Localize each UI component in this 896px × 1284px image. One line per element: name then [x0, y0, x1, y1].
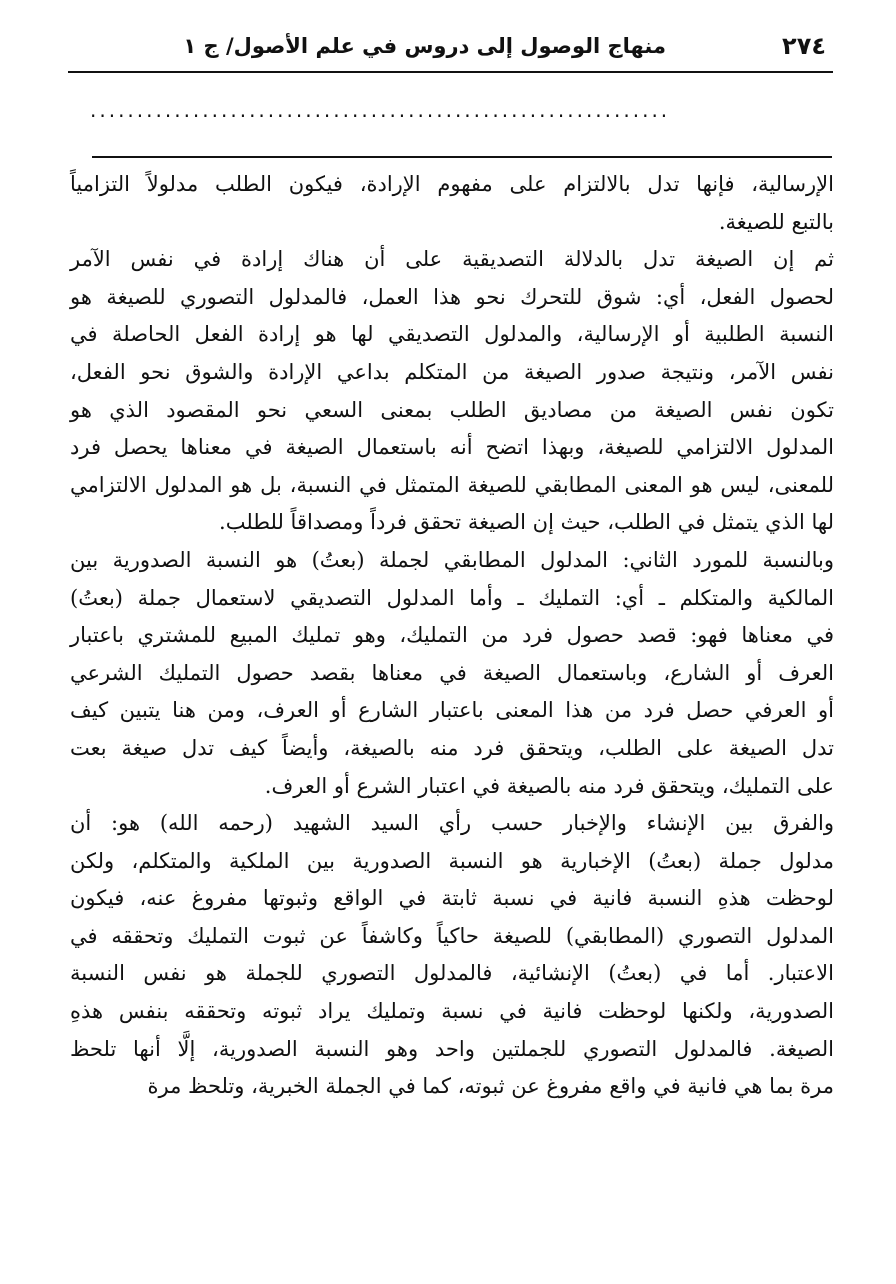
paragraph	[70, 241, 834, 542]
body-text	[70, 166, 834, 1106]
text-line: مرة بما هي فانية في واقع مفروغ عن ثبوته، كما في الجملة الخبرية، وتلحظ مرة	[147, 1074, 834, 1099]
header-rule	[68, 71, 833, 73]
text-line: الصيغة. فالمدلول التصوري للجملتين واحد وهو النسبة الصدورية، إلَّا أنها تلحظ	[70, 1036, 834, 1061]
text-line: لها الذي يتمثل في الطلب، حيث إن الصيغة تحقق فرداً ومصداقاً للطلب.	[219, 510, 834, 535]
text-line: للمعنى، ليس هو المعنى المطابقي للصيغة المتمثل في النسبة، بل هو المدلول الالتزامي	[70, 472, 834, 497]
text-line: في معناها فهو: قصد حصول فرد من التمليك، وهو تمليك المبيع للمشتري باعتبار	[70, 623, 834, 648]
footnote-rule	[92, 156, 832, 158]
paragraph	[70, 805, 834, 1106]
text-line: لحصول الفعل، أي: شوق للتحرك نحو هذا العمل، فالمدلول التصوري للصيغة هو	[70, 284, 834, 309]
text-line: ثم إن الصيغة تدل بالدلالة التصديقية على أن هناك إرادة في نفس الآمر	[70, 247, 834, 272]
running-header	[68, 30, 826, 70]
paragraph	[70, 542, 834, 805]
text-line: الاعتبار. أما في (بعتُ) الإنشائية، فالمدلول التصوري للجملة هو نفس النسبة	[70, 961, 834, 986]
paragraph	[70, 166, 834, 241]
text-line: المالكية والمتكلم ـ أي: التمليك ـ وأما المدلول التصديقي لاستعمال جملة (بعتُ)	[70, 585, 834, 610]
text-line: مدلول جملة (بعتُ) الإخبارية هو النسبة الصدورية بين الملكية والمتكلم، ولكن	[70, 848, 834, 873]
text-line: والفرق بين الإنشاء والإخبار حسب رأي السيد الشهيد (رحمه الله) هو: أن	[70, 811, 834, 836]
text-line: لوحظت هذهِ النسبة فانية في نسبة ثابتة في الواقع وثبوتها مفروغ عنه، فيكون	[70, 886, 834, 911]
text-line: وبالنسبة للمورد الثاني: المدلول المطابقي لجملة (بعتُ) هو النسبة الصدورية بين	[70, 547, 834, 572]
book-title: منهاج الوصول إلى دروس في علم الأصول/ ج ١	[183, 34, 666, 58]
text-line: المدلول التصوري (المطابقي) للصيغة حاكياً وكاشفاً عن ثبوت التمليك وتحققه في	[70, 923, 834, 948]
text-line: تدل الصيغة على الطلب، ويتحقق فرد منه بالصيغة، وأيضاً كيف تدل صيغة بعت	[70, 735, 834, 760]
text-line: الصدورية، ولكنها لوحظت فانية في نسبة وتمليك يراد ثبوته وتحققه بنفس هذهِ	[70, 999, 834, 1024]
text-line: بالتبع للصيغة.	[718, 209, 834, 234]
text-line: المدلول الالتزامي للصيغة، وبهذا اتضح أنه باستعمال الصيغة في معناها يحصل فرد	[70, 435, 834, 460]
text-line: النسبة الطلبية أو الإرسالية، والمدلول التصديقي لها هو إرادة الفعل الحاصلة في	[70, 322, 834, 347]
text-line: العرف أو الشارع، وباستعمال الصيغة في معناها بقصد حصول التمليك الشرعي	[70, 660, 834, 685]
dotted-separator: ..............................................................	[90, 98, 671, 122]
text-line: نفس الآمر، ونتيجة صدور الصيغة من المتكلم بداعي الإرادة والشوق نحو الفعل،	[70, 359, 834, 384]
text-line: الإرسالية، فإنها تدل بالالتزام على مفهوم الإرادة، فيكون الطلب مدلولاً التزامياً	[70, 172, 834, 196]
text-line: تكون نفس الصيغة من مصاديق الطلب بمعنى السعي نحو المقصود الذي هو	[70, 397, 834, 422]
text-line: أو العرفي حصل فرد من هذا المعنى باعتبار الشارع أو العرف، ومن هنا يتبين كيف	[70, 698, 834, 723]
page-number: ٢٧٤	[782, 32, 826, 60]
text-line: على التمليك، ويتحقق فرد منه بالصيغة في اعتبار الشرع أو العرف.	[264, 773, 834, 798]
